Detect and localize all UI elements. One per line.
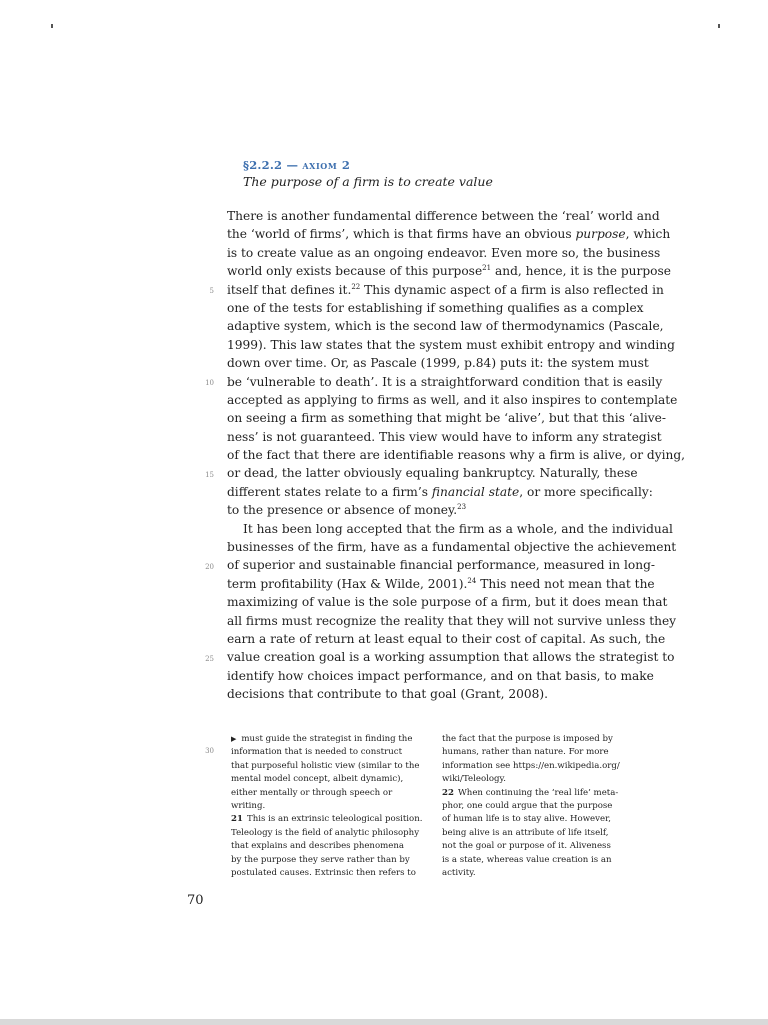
footnote-line	[231, 840, 436, 853]
footnote-text: being alive is an attribute of life itself,	[442, 827, 609, 838]
body-line	[227, 262, 671, 280]
footnote-line	[231, 787, 436, 800]
body-line-text: to the presence or absence of money.	[227, 503, 458, 518]
body-line-text: value creation goal is a working assumption that allows the strategist to	[227, 650, 675, 665]
body-line-text: is to create value as an ongoing endeavor. Even more so, the business	[227, 245, 661, 260]
body-line-text: be ‘vulnerable to death’. It is a straightforward condition that is easily	[227, 374, 663, 389]
body-line-text: on seeing a firm as something that might be ‘alive’, but that this ‘alive-	[227, 411, 666, 426]
section-subtitle: The purpose of a firm is to create value	[243, 174, 493, 189]
line-number: 15	[205, 470, 214, 479]
footnote-text: information that is needed to construct	[231, 747, 403, 758]
body-text	[227, 207, 686, 704]
footnote-line	[231, 773, 436, 786]
footnote-line	[231, 854, 436, 867]
body-line	[227, 501, 647, 519]
footnote-text: mental model concept, albeit dynamic),	[231, 774, 404, 785]
footnote-text: When continuing the ‘real life’ meta-	[457, 787, 619, 798]
body-line-text: world only exists because of this purpose	[227, 264, 483, 279]
footnote-text: activity.	[442, 867, 476, 878]
body-line-text: maximizing of value is the sole purpose of a firm, but it does mean that	[227, 595, 668, 610]
body-line-text: ness’ is not guaranteed. This view would have to inform any strategist	[227, 429, 662, 444]
footnote-line	[231, 746, 436, 759]
body-line	[227, 409, 666, 427]
body-line-text: itself that defines it.	[227, 282, 352, 297]
footnote-number: 22	[442, 787, 454, 798]
footnote-text: humans, rather than nature. For more	[442, 747, 609, 758]
body-line	[227, 281, 664, 299]
line-number: 20	[205, 562, 214, 571]
section-axiom-label: axiom 2	[302, 158, 351, 172]
body-line-text: different states relate to a firm’s	[227, 484, 432, 499]
body-line	[227, 612, 677, 630]
body-line-text: businesses of the firm, have as a fundamental objective the achievement	[227, 540, 677, 555]
body-line	[227, 464, 647, 482]
footnote-text: phor, one could argue that the purpose	[442, 800, 613, 811]
footnote-text: not the goal or purpose of it. Aliveness	[442, 841, 611, 852]
body-line	[227, 336, 675, 354]
footnote-line	[442, 746, 647, 759]
footnote-line	[231, 800, 436, 813]
footnote-text: by the purpose they serve rather than by	[231, 854, 410, 865]
body-line-text-cont: This dynamic aspect of a firm is also reflected in	[360, 282, 664, 297]
body-line	[227, 520, 673, 538]
footnote-text: of human life is to stay alive. However,	[442, 814, 611, 825]
body-line-text-cont: and, hence, it is the purpose	[491, 264, 671, 279]
body-line-text: down over time. Or, as Pascale (1999, p.84) puts it: the system must	[227, 356, 649, 371]
body-line	[227, 685, 647, 703]
body-line-text: of superior and sustainable financial performance, measured in long-	[227, 558, 656, 573]
continued-arrow-icon: ▶	[231, 735, 237, 743]
footnote-line	[231, 760, 436, 773]
line-number: 30	[205, 746, 214, 755]
footnote-text: writing.	[231, 800, 266, 811]
body-line-emphasis: purpose	[575, 227, 626, 242]
body-line-text: There is another fundamental difference between the ‘real’ world and	[227, 209, 660, 223]
footnote-text: is a state, whereas value creation is an	[442, 854, 612, 865]
body-line-text: adaptive system, which is the second law of thermodynamics (Pascale,	[227, 319, 664, 334]
body-line	[227, 207, 660, 225]
footnote-text: Teleology is the field of analytic philosophy	[231, 827, 420, 838]
footnote-text: wiki/Teleology.	[442, 774, 506, 785]
line-number: 5	[209, 286, 214, 295]
body-line	[227, 630, 666, 648]
body-line	[227, 391, 678, 409]
section-label	[243, 157, 493, 173]
body-line	[227, 244, 661, 262]
body-line-text: one of the tests for establishing if something qualifies as a complex	[227, 300, 644, 315]
body-line	[227, 299, 647, 317]
body-line	[227, 317, 664, 335]
footnote-line	[442, 773, 647, 786]
footnote-line	[231, 733, 436, 746]
footnotes-column-1	[231, 733, 436, 880]
body-line	[227, 483, 653, 501]
footnote-line	[442, 733, 647, 746]
footnote-reference: 22	[351, 282, 361, 291]
line-number: 10	[205, 378, 214, 387]
body-line	[227, 575, 655, 593]
footnote-text: information see https://en.wikipedia.org/	[442, 760, 620, 771]
body-line	[227, 373, 663, 391]
footnote-line	[442, 867, 647, 880]
footnote-line	[231, 827, 436, 840]
body-line	[227, 428, 662, 446]
body-line-text-cont: , or more specifically:	[519, 484, 653, 499]
footnote-line	[442, 827, 647, 840]
footnote-text: the fact that the purpose is imposed by	[442, 734, 613, 744]
footnote-text: either mentally or through speech or	[231, 787, 393, 798]
section-number: §2.2.2	[243, 158, 283, 172]
body-line	[227, 556, 656, 574]
body-line-text: decisions that contribute to that goal (Grant, 2008).	[227, 687, 549, 702]
crop-mark-right	[718, 24, 720, 28]
body-line-text: term profitability (Hax & Wilde, 2001).	[227, 576, 468, 591]
body-line	[227, 538, 677, 556]
footnote-reference: 21	[482, 264, 492, 273]
body-line	[227, 667, 654, 685]
body-line-text: It has been long accepted that the firm as a whole, and the individual	[243, 521, 673, 536]
footnote-line	[442, 813, 647, 826]
footnote-line	[231, 867, 436, 880]
footnote-text: This is an extrinsic teleological position.	[246, 814, 423, 825]
footnote-text: postulated causes. Extrinsic then refers to	[231, 867, 416, 878]
body-line	[227, 446, 686, 464]
section-heading	[243, 157, 493, 191]
body-line-emphasis: financial state	[431, 484, 520, 499]
body-line-text: 1999). This law states that the system must exhibit entropy and winding	[227, 337, 675, 352]
body-line	[227, 648, 675, 666]
body-line	[227, 225, 671, 243]
body-line-text: all firms must recognize the reality that they will not survive unless they	[227, 613, 677, 628]
footnote-line	[231, 813, 436, 826]
footnote-line	[442, 854, 647, 867]
footnote-text: must guide the strategist in finding the	[241, 734, 413, 744]
body-line-text: or dead, the latter obviously equaling bankruptcy. Naturally, these	[227, 466, 638, 481]
body-line-text: earn a rate of return at least equal to their cost of capital. As such, the	[227, 631, 666, 646]
line-number: 25	[205, 654, 214, 663]
body-line-text: the ‘world of firms’, which is that firms have an obvious	[227, 227, 576, 242]
footnote-line	[442, 760, 647, 773]
footnote-text: that explains and describes phenomena	[231, 841, 405, 852]
body-line-text: of the fact that there are identifiable reasons why a firm is alive, or dying,	[227, 448, 686, 463]
footnote-reference: 24	[467, 576, 477, 585]
page-number: 70	[187, 893, 204, 908]
body-line-text-cont: This need not mean that the	[476, 576, 655, 591]
body-line	[227, 354, 647, 372]
body-line	[227, 593, 668, 611]
bottom-edge	[0, 1019, 768, 1025]
footnote-line	[442, 787, 647, 800]
footnote-line	[442, 800, 647, 813]
body-line-text: identify how choices impact performance, and on that basis, to make	[227, 668, 654, 683]
crop-mark-left	[51, 24, 53, 28]
footnote-number: 21	[231, 814, 243, 825]
footnote-line	[442, 840, 647, 853]
footnote-reference: 23	[457, 503, 467, 512]
body-line-text: accepted as applying to firms as well, and it also inspires to contemplate	[227, 392, 678, 407]
body-line-text-cont: , which	[625, 227, 671, 242]
footnote-text: that purposeful holistic view (similar to the	[231, 760, 420, 771]
section-dash: —	[282, 158, 303, 172]
footnotes-column-2	[442, 733, 647, 880]
